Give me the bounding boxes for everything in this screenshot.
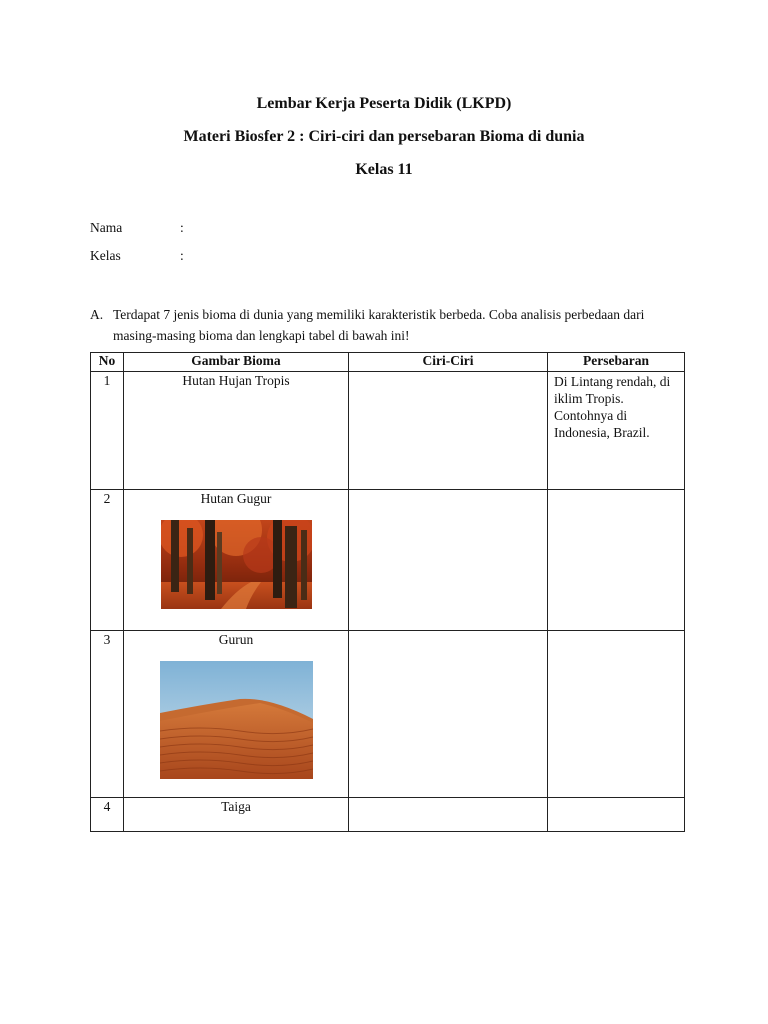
row-ciri-cell[interactable] [349, 631, 548, 798]
biome-name: Gurun [218, 632, 254, 647]
row-no: 4 [91, 798, 124, 832]
row-no: 2 [91, 490, 124, 631]
row-no: 1 [91, 372, 124, 490]
class-label: Kelas [90, 248, 121, 263]
row-ciri-cell[interactable] [349, 372, 548, 490]
name-colon: : [180, 220, 184, 235]
row-ciri-cell[interactable] [349, 798, 548, 832]
worksheet-title: Lembar Kerja Peserta Didik (LKPD) [256, 95, 512, 112]
table-header-row [91, 353, 685, 372]
biome-name: Hutan Hujan Tropis [182, 373, 290, 388]
table-row [91, 372, 685, 490]
row-ciri-cell[interactable] [349, 490, 548, 631]
class-level: Kelas 11 [355, 161, 413, 178]
table-row [91, 490, 685, 631]
class-field [90, 248, 184, 264]
worksheet-subtitle: Materi Biosfer 2 : Ciri-ciri dan persebaran Bioma di dunia [183, 128, 585, 145]
row-no: 3 [91, 631, 124, 798]
row-biome [124, 798, 349, 832]
table-row [91, 631, 685, 798]
biome-name: Taiga [221, 799, 251, 814]
row-biome [124, 372, 349, 490]
instruction-letter: A. [90, 307, 104, 322]
header-no: No [91, 353, 124, 372]
name-label: Nama [90, 220, 123, 235]
row-biome [124, 490, 349, 631]
instruction [90, 304, 690, 346]
row-biome [124, 631, 349, 798]
row-persebaran[interactable] [548, 490, 685, 631]
name-field [90, 220, 184, 236]
row-persebaran[interactable] [548, 798, 685, 832]
header-ciri-ciri: Ciri-Ciri [349, 353, 548, 372]
biome-name: Hutan Gugur [200, 491, 272, 506]
header-persebaran: Persebaran [548, 353, 685, 372]
table-row [91, 798, 685, 832]
class-colon: : [180, 248, 184, 263]
header-gambar-bioma: Gambar Bioma [124, 353, 349, 372]
desert-image [160, 661, 313, 779]
row-persebaran[interactable] [548, 631, 685, 798]
biome-table [90, 352, 685, 832]
row-persebaran: Di Lintang rendah, di iklim Tropis. Contohnya di Indonesia, Brazil. [548, 372, 685, 490]
instruction-text: Terdapat 7 jenis bioma di dunia yang memiliki karakteristik berbeda. Coba analisis perbedaan dari masing-masing bioma dan lengkapi tabel di bawah ini! [113, 307, 645, 343]
deciduous-forest-image [161, 520, 312, 609]
